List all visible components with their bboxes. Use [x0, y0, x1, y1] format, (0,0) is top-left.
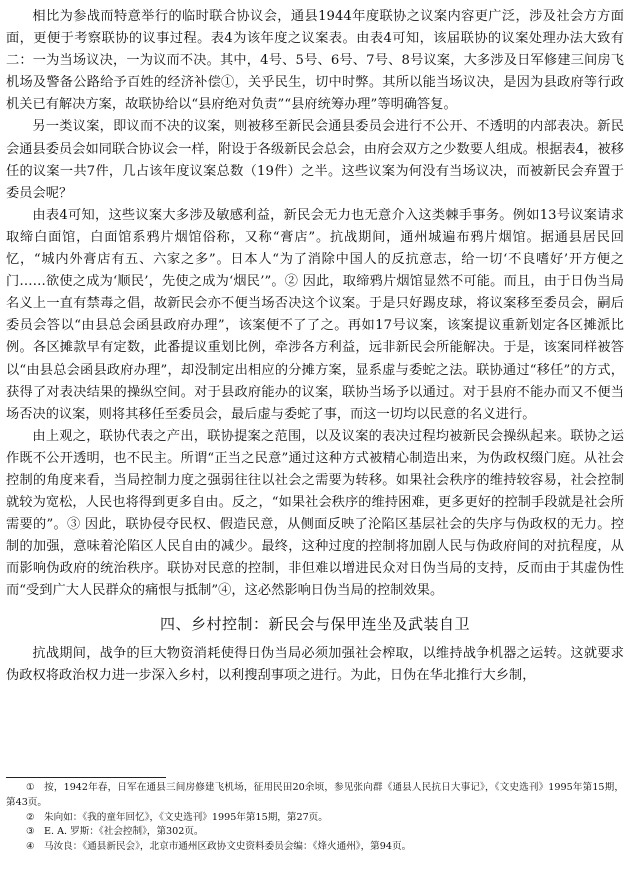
body-paragraph-2: 另一类议案，即议而不决的议案，则被移至新民会通县委员会进行不公开、不透明的内部表决。新民会通县委员会如同联合协议会一样，附设于各级新民会总会，由府会双方之少数要人组成。根据表4，被移任的议案一共7件，几占该年度议案总数（19件）之半。这些议案为何没有当场议决，而被新民会弃置于委员会呢？ [6, 119, 624, 201]
footnote-text: 朱向如：《我的童年回忆》，《文史选刊》1995年第15期，第27页。 [44, 811, 328, 823]
body-paragraph-4: 由上观之，联协代表之产出，联协提案之范围，以及议案的表决过程均被新民会操纵起来。联协之运作既不公开透明，也不民主。所谓“正当之民意”通过这种方式被精心制造出来，为伪政权缀门庭。从社会控制的角度来看，当局控制力度之强弱往往以社会之需要为转移。如果社会秩序的维持较容易，社会控制就较为宽松，人民也将得到更多自由。反之，“如果社会秩序的维持困难，更多更好的控制手段就是社会所需要的”。③ 因此，联协侵夺民权、假造民意，从侧面反映了沦陷区基层社会的失序与伪政权的无力。控制的加强，意味着沦陷区人民自由的减少。最终，这种过度的控制将加剧人民与伪政府间的对抗程度，从而影响伪政府的统治秩序。联协对民意的控制，非但难以增进民众对日伪当局的支持，反而由于其虚伪性而“受到广大人民群众的痛恨与抵制”④，这必然影响日伪当局的控制效果。 [6, 428, 624, 599]
footnote-marker: ④ [26, 841, 35, 853]
footnote-1 [6, 781, 624, 811]
body-paragraph-5: 抗战期间，战争的巨大物资消耗使得日伪当局必须加强社会榨取，以维持战争机器之运转。这就要求伪政权将政治权力进一步深入乡村，以利搜刮事项之进行。为此，日伪在华北推行大乡制， [6, 645, 624, 683]
footnote-marker: ② [26, 811, 35, 823]
footnotes [6, 781, 624, 855]
footnote-divider [6, 777, 166, 778]
footnote-3 [6, 825, 624, 840]
footnote-text: 马汝良：《通县新民会》，北京市通州区政协文史资料委员会编：《烽火通州》，第94页。 [44, 841, 412, 853]
footnote-marker: ① [26, 782, 35, 793]
footnote-4 [6, 840, 624, 855]
body-paragraph-3: 由表4可知，这些议案大多涉及敏感利益，新民会无力也无意介入这类棘手事务。例如13号议案请求取缔白面馆，白面馆系鸦片烟馆俗称，又称“膏店”。抗战期间，通州城遍布鸦片烟馆。据通县居民回忆，“城内外膏店有五、六家之多”。日本人“为了消除中国人的反抗意志，给一切‘不良嗜好’开方便之门……欲使之成为‘顺民’，先使之成为‘烟民’”。② 因此，取缔鸦片烟馆显然不可能。而且，由于日伪当局名义上一直有禁毒之倡，故新民会亦不便当场否决这个议案。于是只好踢皮球，将议案移至委员会，嗣后委员会答以“由县总会函县政府办理”，该案便不了了之。再如17号议案，该案提议重新划定各区摊派比例。各区摊款早有定数，此番提议重划比例，牵涉各方利益，远非新民会所能解决。于是，该案同样被答以“由县总会函县政府办理”，却没制定出相应的分摊方案，显系虚与委蛇之法。联协通过“移任”的方式，获得了对表决结果的操纵空间。对于县政府能办的议案，联协当场予以通过。对于县府不能办而又不便当场否决的议案，则将其移任至委员会，最后虚与委蛇了事，而这一切均以民意的名义进行。 [6, 207, 624, 422]
footnote-text: E. A. 罗斯：《社会控制》，第302页。 [44, 826, 204, 838]
footnote-text: 按，1942年春，日军在通县三间房修建飞机场，征用民田20余顷，参见张向群《通县人民抗日大事记》，《文史选刊》1995年第15期，第43页。 [6, 782, 624, 808]
footnote-2 [6, 811, 624, 826]
section-heading: 四、乡村控制：新民会与保甲连坐及武装自卫 [159, 614, 470, 633]
footnote-marker: ③ [26, 826, 35, 838]
body-paragraph-1: 相比为参战而特意举行的临时联合协议会，通县1944年度联协之议案内容更广泛，涉及社会方方面面，更便于考察联协的议事过程。表4为该年度之议案表。由表4可知，该届联协的议案处理办法大致有二：一为当场议决，一为议而不决。其中，4号、5号、6号、7号、8号议案，大多涉及日军修建三间房飞机场及警备公路给予百姓的经济补偿①，关乎民生，切中时弊。其所以能当场议决，是因为县政府等行政机关已有解决方案，故联协给以“县府绝对负责”“县府统筹办理”等明确答复。 [6, 9, 624, 113]
